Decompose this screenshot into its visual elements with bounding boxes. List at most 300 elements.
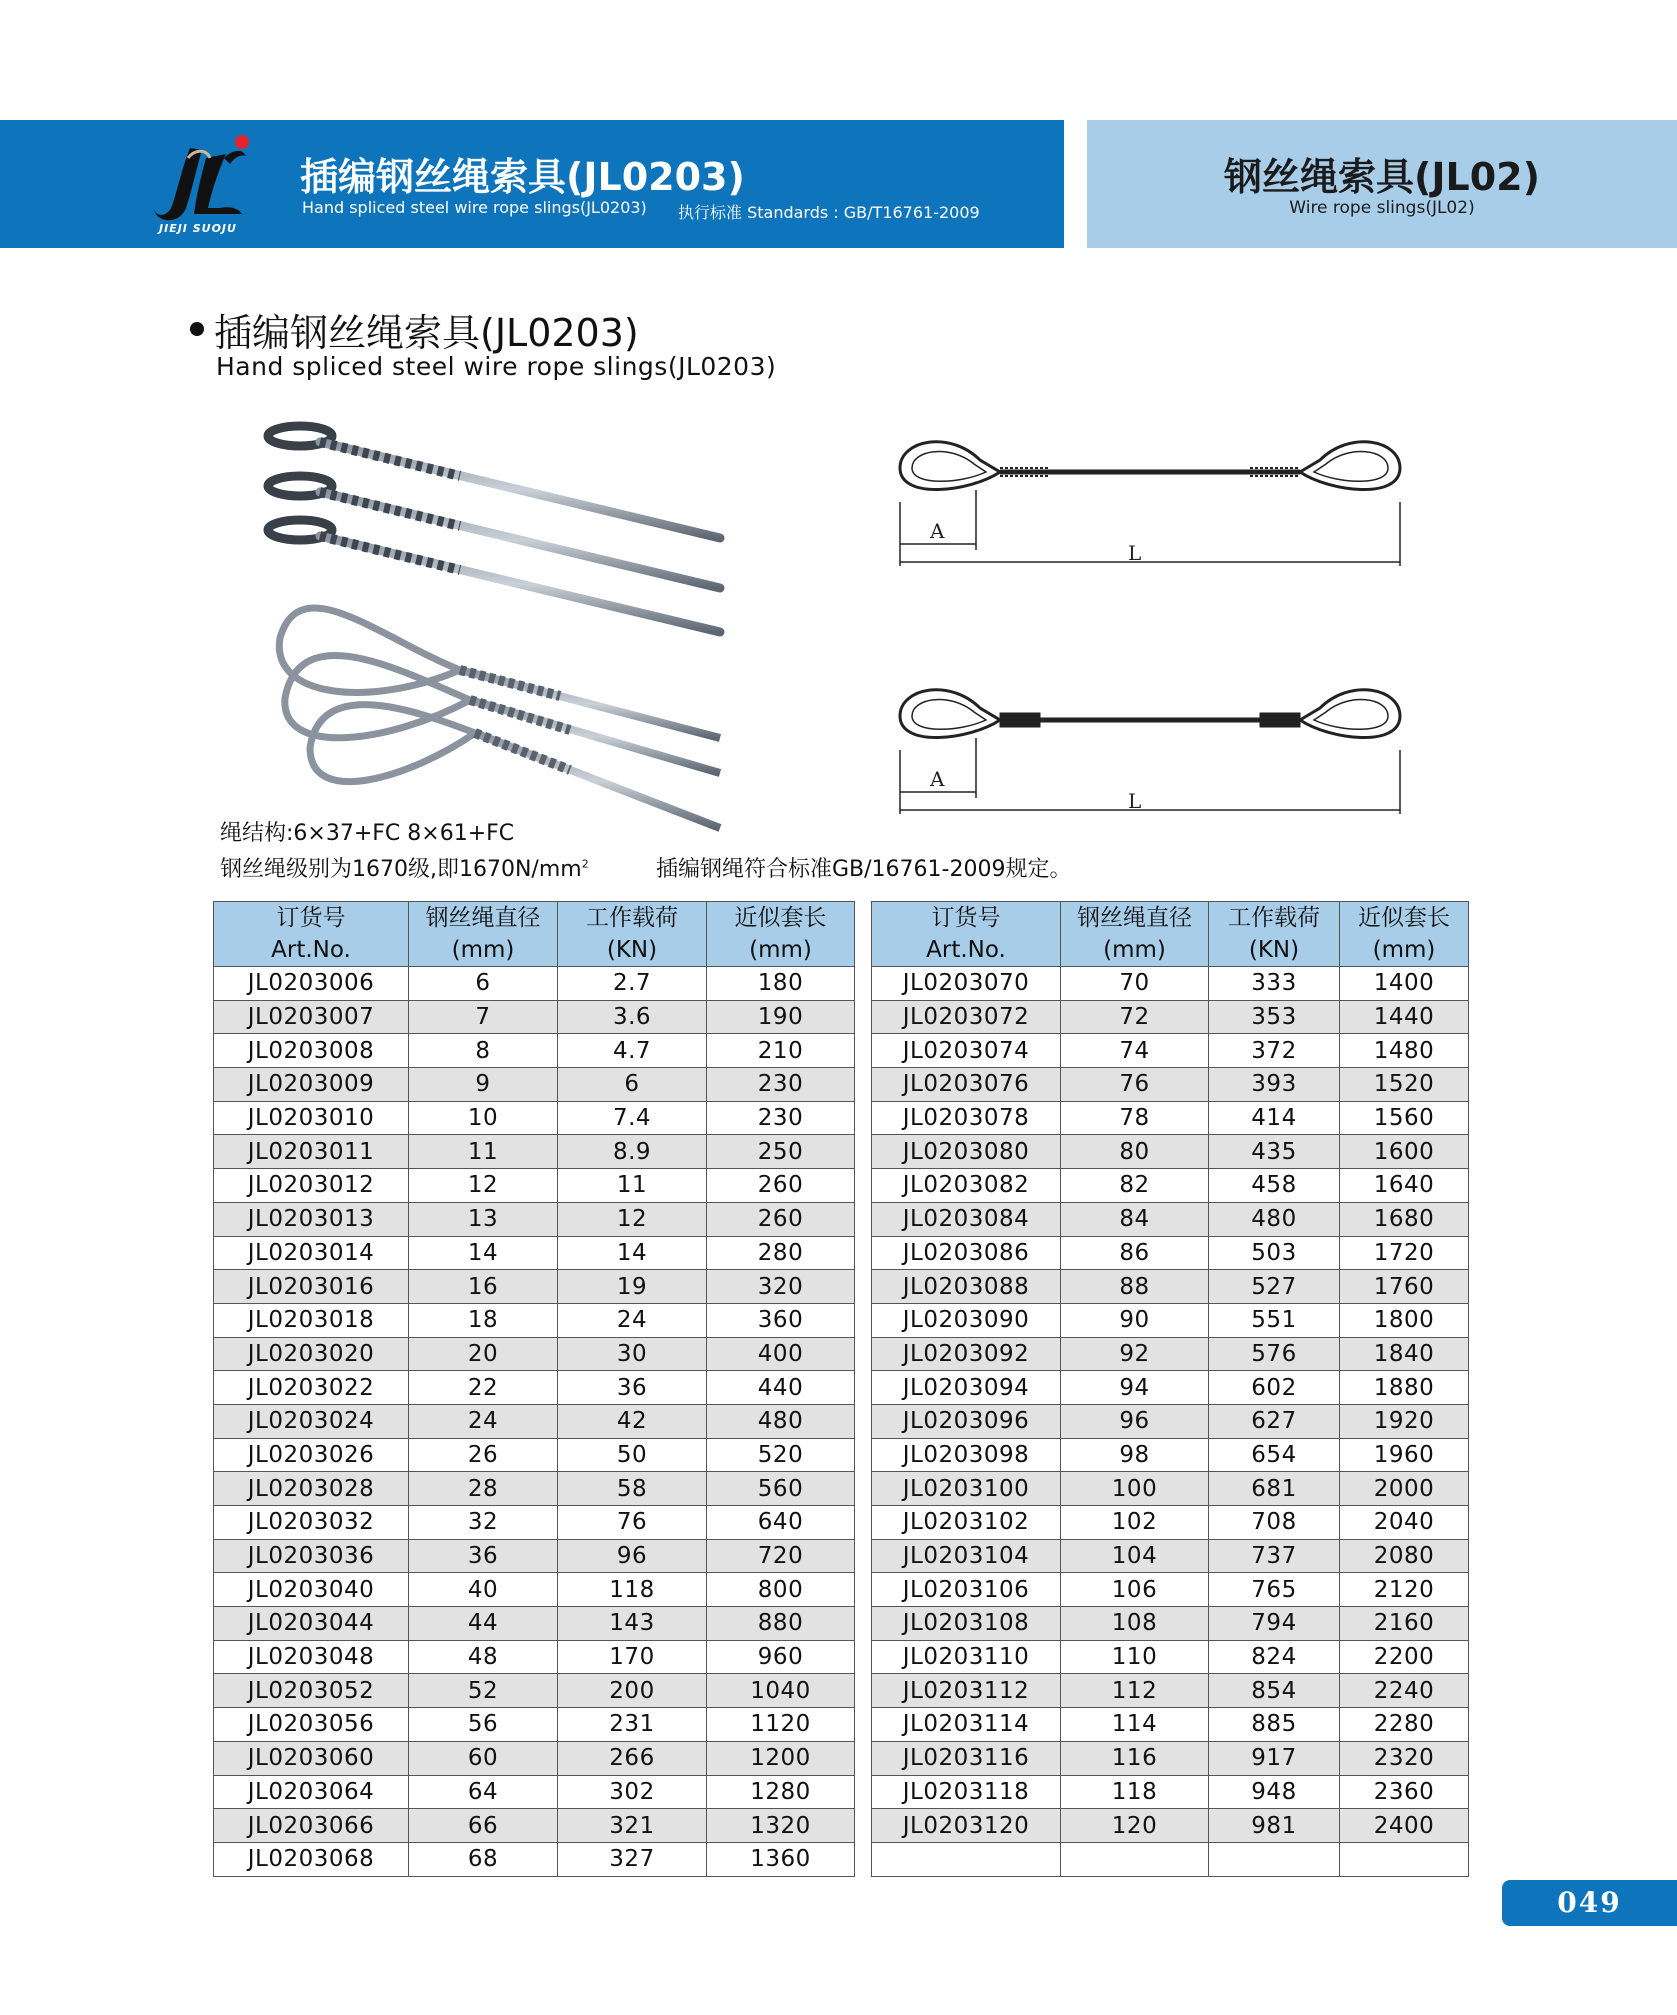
table-cell: JL0203080	[872, 1135, 1061, 1169]
table-cell: 1720	[1340, 1236, 1469, 1270]
table-cell: 14	[409, 1236, 558, 1270]
table-cell: 10	[409, 1101, 558, 1135]
table-cell	[1061, 1842, 1209, 1876]
table-cell: JL0203044	[214, 1607, 409, 1641]
table-row	[872, 1708, 1469, 1742]
column-header-en: (KN)	[1248, 937, 1300, 963]
table-row	[214, 1775, 855, 1809]
table-cell: JL0203024	[214, 1404, 409, 1438]
column-header-en: (mm)	[451, 937, 515, 963]
column-header-en: (KN)	[606, 937, 658, 963]
diagram-pressed-sling	[900, 690, 1400, 814]
table-row	[872, 1775, 1469, 1809]
table-cell: 100	[1061, 1472, 1209, 1506]
table-cell: 260	[707, 1169, 855, 1203]
diagram-spliced-sling	[900, 442, 1400, 566]
table-cell: 1920	[1340, 1404, 1469, 1438]
table-cell: 765	[1209, 1573, 1340, 1607]
table-cell: 602	[1209, 1371, 1340, 1405]
table-row	[214, 1034, 855, 1068]
table-cell: 118	[558, 1573, 707, 1607]
table-cell: 1320	[707, 1809, 855, 1843]
table-cell: 1520	[1340, 1068, 1469, 1102]
table-cell: JL0203032	[214, 1506, 409, 1540]
table-row	[214, 1000, 855, 1034]
table-cell: JL0203016	[214, 1270, 409, 1304]
table-cell: 32	[409, 1506, 558, 1540]
column-header	[1209, 902, 1340, 967]
table-cell: 1880	[1340, 1371, 1469, 1405]
table-cell: 2120	[1340, 1573, 1469, 1607]
sling-dimension-diagram	[890, 420, 1410, 820]
table-cell: 1840	[1340, 1337, 1469, 1371]
table-cell: 19	[558, 1270, 707, 1304]
table-row	[872, 1169, 1469, 1203]
table-row	[872, 1842, 1469, 1876]
sling-loop-2	[285, 655, 720, 773]
table-cell: 2320	[1340, 1741, 1469, 1775]
table-cell: 260	[707, 1202, 855, 1236]
table-cell: 28	[409, 1472, 558, 1506]
table-cell: 880	[707, 1607, 855, 1641]
table-cell: 88	[1061, 1270, 1209, 1304]
table-row	[214, 1270, 855, 1304]
table-row	[872, 1809, 1469, 1843]
table-cell: JL0203056	[214, 1708, 409, 1742]
table-cell: 36	[409, 1539, 558, 1573]
table-row	[872, 1404, 1469, 1438]
table-cell: 1800	[1340, 1303, 1469, 1337]
table-cell: JL0203006	[214, 967, 409, 1001]
table-row	[214, 1404, 855, 1438]
spec-table-right	[871, 901, 1469, 1877]
table-cell: 82	[1061, 1169, 1209, 1203]
table-cell: JL0203014	[214, 1236, 409, 1270]
table-cell: 106	[1061, 1573, 1209, 1607]
table-cell: 120	[1061, 1809, 1209, 1843]
table-cell: JL0203106	[872, 1573, 1061, 1607]
table-cell: JL0203022	[214, 1371, 409, 1405]
table-row	[214, 1607, 855, 1641]
table-cell: 8	[409, 1034, 558, 1068]
table-cell: JL0203120	[872, 1809, 1061, 1843]
table-cell: 480	[1209, 1202, 1340, 1236]
table-cell: JL0203009	[214, 1068, 409, 1102]
table-cell: 64	[409, 1775, 558, 1809]
table-cell: JL0203094	[872, 1371, 1061, 1405]
column-header-en: (mm)	[1103, 937, 1166, 963]
table-cell: 92	[1061, 1337, 1209, 1371]
table-row	[872, 1000, 1469, 1034]
table-cell: 18	[409, 1303, 558, 1337]
table-row	[872, 1101, 1469, 1135]
table-row	[214, 1741, 855, 1775]
table-cell: 70	[1061, 967, 1209, 1001]
table-cell: 2160	[1340, 1607, 1469, 1641]
table-row	[872, 1640, 1469, 1674]
table-cell: 2.7	[558, 967, 707, 1001]
product-photo	[260, 408, 730, 838]
table-cell: 84	[1061, 1202, 1209, 1236]
table-cell: 200	[558, 1674, 707, 1708]
table-cell: 56	[409, 1708, 558, 1742]
column-header-cn: 工作载荷	[1228, 905, 1320, 931]
table-cell: 7	[409, 1000, 558, 1034]
table-cell: JL0203098	[872, 1438, 1061, 1472]
column-header	[707, 902, 855, 967]
table-cell: 1400	[1340, 967, 1469, 1001]
table-cell: 414	[1209, 1101, 1340, 1135]
table-cell: 86	[1061, 1236, 1209, 1270]
table-cell: 68	[409, 1842, 558, 1876]
table-cell: JL0203018	[214, 1303, 409, 1337]
table-row	[214, 1169, 855, 1203]
table-row	[214, 1135, 855, 1169]
table-cell: 885	[1209, 1708, 1340, 1742]
sling-loop-1	[279, 608, 720, 738]
column-header-cn: 工作载荷	[586, 905, 678, 931]
table-cell: JL0203100	[872, 1472, 1061, 1506]
table-cell: 1040	[707, 1674, 855, 1708]
table-cell: JL0203074	[872, 1034, 1061, 1068]
table-cell: 1440	[1340, 1000, 1469, 1034]
table-cell: 2080	[1340, 1539, 1469, 1573]
table-cell: JL0203112	[872, 1674, 1061, 1708]
table-cell: 96	[558, 1539, 707, 1573]
table-cell: JL0203013	[214, 1202, 409, 1236]
table-cell: 42	[558, 1404, 707, 1438]
table-cell: JL0203052	[214, 1674, 409, 1708]
table-row	[214, 1303, 855, 1337]
table-cell: 24	[558, 1303, 707, 1337]
column-header-cn: 近似套长	[734, 905, 827, 931]
table-cell: 9	[409, 1068, 558, 1102]
table-cell: JL0203096	[872, 1404, 1061, 1438]
table-cell: 66	[409, 1809, 558, 1843]
table-row	[872, 1202, 1469, 1236]
table-cell: JL0203078	[872, 1101, 1061, 1135]
table-cell: 24	[409, 1404, 558, 1438]
table-row	[214, 1337, 855, 1371]
table-cell: JL0203040	[214, 1573, 409, 1607]
table-cell: JL0203028	[214, 1472, 409, 1506]
table-cell: 948	[1209, 1775, 1340, 1809]
table-cell: 14	[558, 1236, 707, 1270]
table-cell: 114	[1061, 1708, 1209, 1742]
table-cell: 576	[1209, 1337, 1340, 1371]
column-header-en: (mm)	[749, 937, 812, 963]
table-cell: 94	[1061, 1371, 1209, 1405]
table-cell: JL0203118	[872, 1775, 1061, 1809]
table-cell: 527	[1209, 1270, 1340, 1304]
table-row	[872, 1506, 1469, 1540]
column-header-en: Art.No.	[926, 937, 1006, 963]
table-row	[214, 1236, 855, 1270]
table-cell: 1480	[1340, 1034, 1469, 1068]
section-title: 插编钢丝绳索具(JL0203)	[214, 311, 639, 355]
table-cell: 2040	[1340, 1506, 1469, 1540]
table-cell: 480	[707, 1404, 855, 1438]
table-cell: 8.9	[558, 1135, 707, 1169]
table-cell: 640	[707, 1506, 855, 1540]
table-cell: JL0203086	[872, 1236, 1061, 1270]
table-cell: 520	[707, 1438, 855, 1472]
table-row	[214, 1472, 855, 1506]
table-row	[872, 1674, 1469, 1708]
table-cell: JL0203090	[872, 1303, 1061, 1337]
table-cell: JL0203116	[872, 1741, 1061, 1775]
table-row	[872, 1371, 1469, 1405]
table-cell: 2240	[1340, 1674, 1469, 1708]
table-cell: 720	[707, 1539, 855, 1573]
table-cell: 1560	[1340, 1101, 1469, 1135]
column-header	[1061, 902, 1209, 967]
table-cell	[872, 1842, 1061, 1876]
column-header-cn: 钢丝绳直径	[1077, 905, 1192, 931]
table-cell: 36	[558, 1371, 707, 1405]
table-cell: 321	[558, 1809, 707, 1843]
header-title: 插编钢丝绳索具(JL0203)	[300, 155, 745, 199]
table-cell: 2360	[1340, 1775, 1469, 1809]
table-cell: 824	[1209, 1640, 1340, 1674]
table-cell: 627	[1209, 1404, 1340, 1438]
table-cell: JL0203048	[214, 1640, 409, 1674]
table-row	[214, 1842, 855, 1876]
table-cell: JL0203011	[214, 1135, 409, 1169]
table-cell: 12	[409, 1169, 558, 1203]
table-cell: JL0203060	[214, 1741, 409, 1775]
table-row	[214, 1640, 855, 1674]
table-row	[872, 1034, 1469, 1068]
column-header-cn: 钢丝绳直径	[425, 905, 541, 931]
table-row	[872, 1303, 1469, 1337]
table-cell: 6	[558, 1068, 707, 1102]
logo-text: JIEJI SUOJU	[159, 222, 237, 235]
diagram-label-a-bottom: A	[930, 767, 945, 791]
table-cell: 90	[1061, 1303, 1209, 1337]
table-cell: JL0203108	[872, 1607, 1061, 1641]
table-cell: 180	[707, 967, 855, 1001]
table-cell: 327	[558, 1842, 707, 1876]
table-cell: 22	[409, 1371, 558, 1405]
table-cell: 4.7	[558, 1034, 707, 1068]
table-cell: 7.4	[558, 1101, 707, 1135]
column-header	[558, 902, 707, 967]
table-cell: 12	[558, 1202, 707, 1236]
table-cell: JL0203110	[872, 1640, 1061, 1674]
column-header	[872, 902, 1061, 967]
table-cell: 102	[1061, 1506, 1209, 1540]
table-cell: 800	[707, 1573, 855, 1607]
table-row	[214, 1708, 855, 1742]
table-cell: 400	[707, 1337, 855, 1371]
table-cell: 266	[558, 1741, 707, 1775]
column-header-cn: 订货号	[276, 905, 346, 931]
table-row	[214, 1674, 855, 1708]
table-cell: 681	[1209, 1472, 1340, 1506]
rope-grade-text: 钢丝绳级别为1670级,即1670N/mm	[220, 857, 582, 882]
table-row	[872, 1068, 1469, 1102]
table-cell: 503	[1209, 1236, 1340, 1270]
table-cell: 360	[707, 1303, 855, 1337]
table-cell: 302	[558, 1775, 707, 1809]
table-cell: 353	[1209, 1000, 1340, 1034]
table-row	[214, 1101, 855, 1135]
table-cell: 1680	[1340, 1202, 1469, 1236]
table-cell: 50	[558, 1438, 707, 1472]
diagram-label-l-top: L	[1128, 541, 1142, 565]
table-cell: JL0203088	[872, 1270, 1061, 1304]
table-cell: 58	[558, 1472, 707, 1506]
column-header	[409, 902, 558, 967]
table-row	[214, 1539, 855, 1573]
table-cell: 76	[558, 1506, 707, 1540]
table-cell: JL0203084	[872, 1202, 1061, 1236]
category-subtitle: Wire rope slings(JL02)	[1289, 198, 1475, 218]
table-cell: JL0203070	[872, 967, 1061, 1001]
table-cell: 1200	[707, 1741, 855, 1775]
rope-grade-note	[220, 852, 589, 883]
table-row	[214, 1809, 855, 1843]
table-cell: 551	[1209, 1303, 1340, 1337]
category-title: 钢丝绳索具(JL02)	[1224, 155, 1540, 199]
table-cell: 110	[1061, 1640, 1209, 1674]
table-row	[872, 1573, 1469, 1607]
table-cell: JL0203020	[214, 1337, 409, 1371]
table-cell: 250	[707, 1135, 855, 1169]
table-row	[872, 1539, 1469, 1573]
table-cell: 1640	[1340, 1169, 1469, 1203]
diagram-label-a-top: A	[930, 519, 945, 543]
table-row	[214, 967, 855, 1001]
table-cell: JL0203082	[872, 1169, 1061, 1203]
table-cell: JL0203072	[872, 1000, 1061, 1034]
table-cell: 108	[1061, 1607, 1209, 1641]
table-cell: 1280	[707, 1775, 855, 1809]
table-cell: 1600	[1340, 1135, 1469, 1169]
table-cell: 981	[1209, 1809, 1340, 1843]
table-cell: 143	[558, 1607, 707, 1641]
table-cell: 72	[1061, 1000, 1209, 1034]
table-cell: 26	[409, 1438, 558, 1472]
table-cell: 11	[409, 1135, 558, 1169]
table-cell: 3.6	[558, 1000, 707, 1034]
table-cell: 708	[1209, 1506, 1340, 1540]
spec-table-left	[213, 901, 855, 1877]
table-cell: 98	[1061, 1438, 1209, 1472]
table-cell: 960	[707, 1640, 855, 1674]
table-cell: 372	[1209, 1034, 1340, 1068]
table-cell: JL0203102	[872, 1506, 1061, 1540]
table-cell: 393	[1209, 1068, 1340, 1102]
table-cell: JL0203092	[872, 1337, 1061, 1371]
table-cell: 13	[409, 1202, 558, 1236]
table-row	[214, 1068, 855, 1102]
table-cell: 48	[409, 1640, 558, 1674]
bullet-icon	[190, 322, 204, 336]
table-row	[214, 1202, 855, 1236]
table-row	[872, 1472, 1469, 1506]
table-row	[872, 1741, 1469, 1775]
table-cell: 1960	[1340, 1438, 1469, 1472]
table-cell: 11	[558, 1169, 707, 1203]
table-cell: 917	[1209, 1741, 1340, 1775]
table-cell: 40	[409, 1573, 558, 1607]
table-cell: 116	[1061, 1741, 1209, 1775]
table-cell: 1120	[707, 1708, 855, 1742]
table-cell: 80	[1061, 1135, 1209, 1169]
table-cell: 74	[1061, 1034, 1209, 1068]
table-cell: 737	[1209, 1539, 1340, 1573]
rope-grade-sup: 2	[581, 857, 589, 871]
table-cell: JL0203068	[214, 1842, 409, 1876]
table-cell: JL0203076	[872, 1068, 1061, 1102]
page-number: 049	[1502, 1880, 1677, 1926]
header-subtitle: Hand spliced steel wire rope slings(JL0203)	[302, 198, 647, 217]
table-cell: 52	[409, 1674, 558, 1708]
table-cell: 654	[1209, 1438, 1340, 1472]
table-cell: 230	[707, 1068, 855, 1102]
table-cell: 2200	[1340, 1640, 1469, 1674]
table-cell: 560	[707, 1472, 855, 1506]
table-cell	[1209, 1842, 1340, 1876]
column-header-cn: 订货号	[931, 905, 1001, 931]
table-cell: 2000	[1340, 1472, 1469, 1506]
table-cell: JL0203010	[214, 1101, 409, 1135]
table-cell: 96	[1061, 1404, 1209, 1438]
table-cell: 333	[1209, 967, 1340, 1001]
table-cell: JL0203064	[214, 1775, 409, 1809]
table-cell: 435	[1209, 1135, 1340, 1169]
table-cell: JL0203012	[214, 1169, 409, 1203]
table-cell	[1340, 1842, 1469, 1876]
table-cell: JL0203007	[214, 1000, 409, 1034]
diagram-label-l-bottom: L	[1128, 789, 1142, 813]
rope-structure-note: 绳结构:6×37+FC 8×61+FC	[220, 821, 515, 846]
table-cell: 458	[1209, 1169, 1340, 1203]
table-cell: JL0203008	[214, 1034, 409, 1068]
table-cell: 440	[707, 1371, 855, 1405]
table-cell: 30	[558, 1337, 707, 1371]
table-cell: 170	[558, 1640, 707, 1674]
table-cell: 854	[1209, 1674, 1340, 1708]
table-cell: 1360	[707, 1842, 855, 1876]
column-header-en: (mm)	[1372, 937, 1436, 963]
standard-note: 插编钢绳符合标准GB/16761-2009规定。	[656, 857, 1072, 882]
table-cell: JL0203036	[214, 1539, 409, 1573]
table-row	[214, 1371, 855, 1405]
sling-straight-1	[268, 426, 720, 538]
table-row	[872, 1607, 1469, 1641]
header-standard: 执行标准 Standards : GB/T16761-2009	[678, 203, 980, 222]
table-cell: 1760	[1340, 1270, 1469, 1304]
table-cell: 794	[1209, 1607, 1340, 1641]
table-cell: 78	[1061, 1101, 1209, 1135]
table-row	[214, 1573, 855, 1607]
table-cell: 44	[409, 1607, 558, 1641]
table-cell: 118	[1061, 1775, 1209, 1809]
table-cell: JL0203066	[214, 1809, 409, 1843]
table-cell: 2400	[1340, 1809, 1469, 1843]
table-cell: 16	[409, 1270, 558, 1304]
table-cell: 60	[409, 1741, 558, 1775]
table-row	[872, 1438, 1469, 1472]
column-header	[1340, 902, 1469, 967]
table-cell: 230	[707, 1101, 855, 1135]
table-cell: 210	[707, 1034, 855, 1068]
table-row	[872, 967, 1469, 1001]
column-header	[214, 902, 409, 967]
